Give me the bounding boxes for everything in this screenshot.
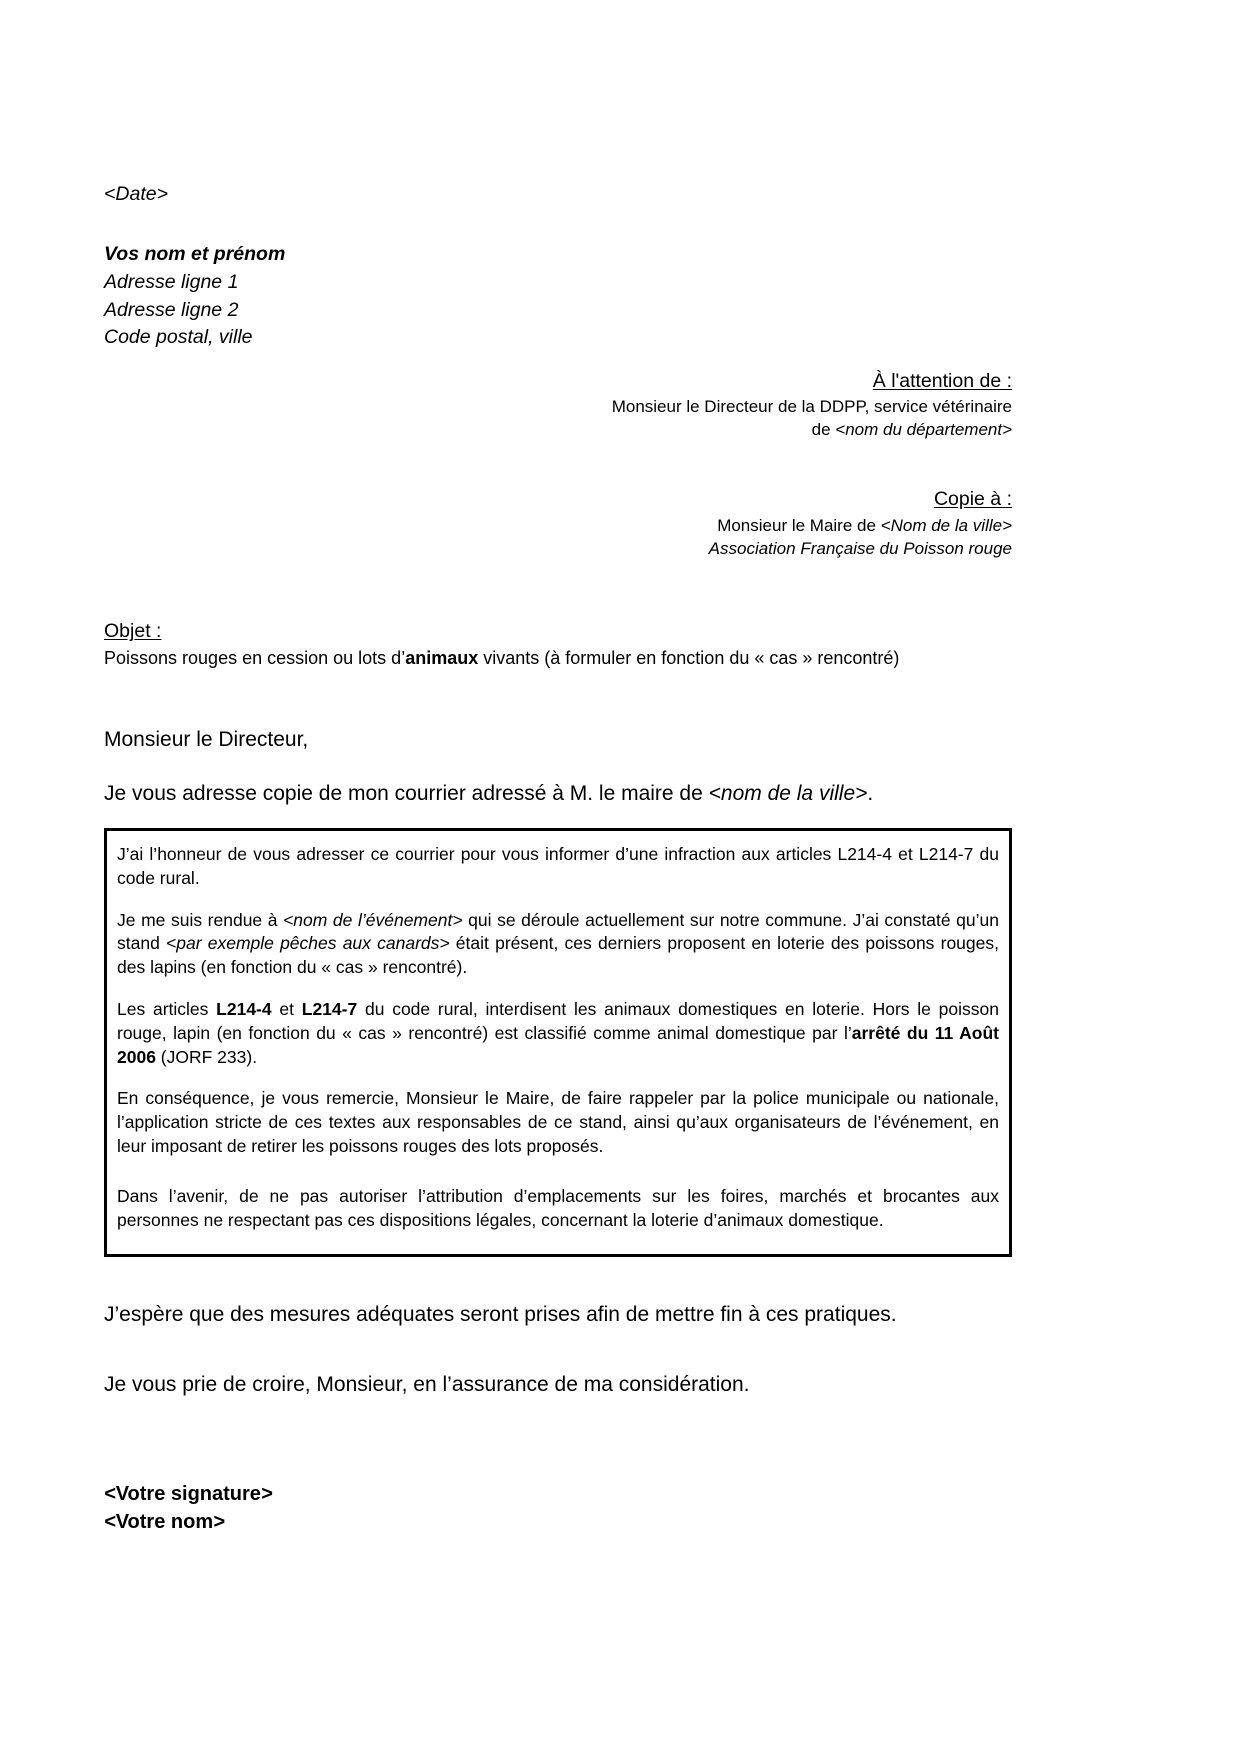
- copy-line-1-prefix: Monsieur le Maire de: [717, 515, 881, 535]
- sender-name: Vos nom et prénom: [104, 243, 286, 266]
- attention-department-placeholder: <nom du département>: [835, 420, 1012, 440]
- copy-title: Copie à :: [933, 488, 1012, 511]
- frame-p2-part-3: était présent, ces derniers proposent en loterie des poissons rouges, des lapins (en fonction du « cas » rencontré).: [117, 933, 999, 978]
- frame-p3-part-1: Les articles: [117, 999, 217, 1020]
- letter-content: [104, 0, 1012, 1537]
- objet-text-part-3: vivants (à formuler en fonction du « cas » rencontré): [478, 647, 900, 668]
- signature-close-bracket-2: >: [213, 1511, 225, 1534]
- copy-city-placeholder: <Nom de la ville>: [880, 515, 1012, 535]
- signature-placeholder-signature: Votre signature: [115, 1483, 261, 1506]
- sender-city-line: Code postal, ville: [104, 326, 253, 349]
- frame-paragraph-5: [115, 1185, 1001, 1233]
- signature-placeholder-name: Votre nom: [115, 1511, 214, 1534]
- frame-paragraph-2: [115, 909, 1001, 980]
- frame-p3-article-l214-7: L214-7: [301, 999, 358, 1020]
- sender-address-line-2: Adresse ligne 2: [104, 298, 239, 321]
- copy-line-1: [104, 515, 1012, 538]
- copy-block: [104, 486, 1012, 560]
- objet-block: [104, 618, 1012, 670]
- frame-p2-part-2: qui se déroule actuellement sur notre commune. J’ai constaté qu’un stand: [117, 909, 999, 954]
- salutation: Monsieur le Directeur,: [104, 728, 309, 752]
- signature-open-bracket-2: <: [104, 1511, 116, 1534]
- frame-p1-text: J’ai l’honneur de vous adresser ce courrier pour vous informer d’une infraction aux articles L214-4 et L214-7 du code rural.: [117, 844, 999, 888]
- signature-line-name: [104, 1509, 1012, 1537]
- frame-p3-part-2: et: [271, 999, 302, 1020]
- frame-paragraph-1: [115, 843, 1001, 891]
- signature-block: [104, 1481, 1012, 1536]
- objet-text: [104, 646, 1012, 670]
- copy-line-2: Association Française du Poisson rouge: [708, 538, 1012, 558]
- objet-text-emphasis: animaux: [405, 647, 479, 668]
- intro-city-placeholder: <nom de la ville>: [708, 782, 868, 806]
- closing-paragraph-1: J’espère que des mesures adéquates seront prises afin de mettre fin à ces pratiques.: [104, 1303, 897, 1327]
- intro-paragraph: [104, 782, 1012, 806]
- intro-suffix: .: [867, 782, 874, 806]
- attention-title: À l'attention de :: [872, 370, 1012, 393]
- frame-p2-part-1: Je me suis rendue à: [117, 909, 284, 930]
- sender-address-line-1: Adresse ligne 1: [104, 271, 239, 294]
- objet-text-part-1: Poissons rouges en cession ou lots d: [104, 647, 402, 668]
- frame-paragraph-3: [115, 998, 1001, 1069]
- attention-block: [104, 368, 1012, 442]
- frame-p5-text: Dans l’avenir, de ne pas autoriser l’attribution d’emplacements sur les foires, marchés et brocantes aux personnes ne respectant pas ces dispositions légales, concernant la loterie d’animaux domestique.: [117, 1185, 999, 1230]
- attention-line-1: Monsieur le Directeur de la DDPP, service vétérinaire: [611, 397, 1012, 417]
- signature-close-bracket-1: >: [260, 1483, 273, 1506]
- frame-p4-text: En conséquence, je vous remercie, Monsieur le Maire, de faire rappeler par la police municipale ou nationale, l’application stricte de ces textes aux responsables de ce stand, ainsi qu’aux organisateurs de l’événement, en leur imposant de retirer les poissons rouges des lots proposés.: [117, 1088, 999, 1157]
- objet-text-apostrophe: ’: [401, 647, 406, 668]
- objet-label: Objet :: [104, 620, 162, 643]
- frame-p2-event-placeholder: <nom de l’événement>: [283, 909, 463, 930]
- frame-p3-decree-reference: arrêté du 11 Août 2006: [117, 1022, 999, 1067]
- intro-prefix: Je vous adresse copie de mon courrier adressé à M. le maire de: [104, 782, 709, 806]
- closing-paragraph-2: Je vous prie de croire, Monsieur, en l’assurance de ma considération.: [104, 1373, 750, 1397]
- date-placeholder: <Date>: [104, 183, 168, 205]
- attention-line-2-prefix: de: [811, 420, 836, 440]
- frame-p3-part-4: (JORF 233).: [155, 1046, 258, 1067]
- frame-paragraph-4: [115, 1087, 1001, 1158]
- frame-p2-stand-placeholder: <par exemple pêches aux canards>: [166, 933, 450, 954]
- quoted-letter-frame: [104, 828, 1012, 1257]
- frame-p3-article-l214-4: L214-4: [216, 999, 272, 1020]
- signature-open-bracket-1: <: [104, 1483, 116, 1506]
- frame-p3-part-3: du code rural, interdisent les animaux domestiques en loterie. Hors le poisson rouge, lapin (en fonction du « cas » rencontré) est classifié comme animal domestique par l’: [117, 999, 999, 1043]
- sender-address-block: [104, 241, 1012, 352]
- attention-line-2: [104, 419, 1012, 442]
- signature-line-signature: [104, 1481, 1012, 1509]
